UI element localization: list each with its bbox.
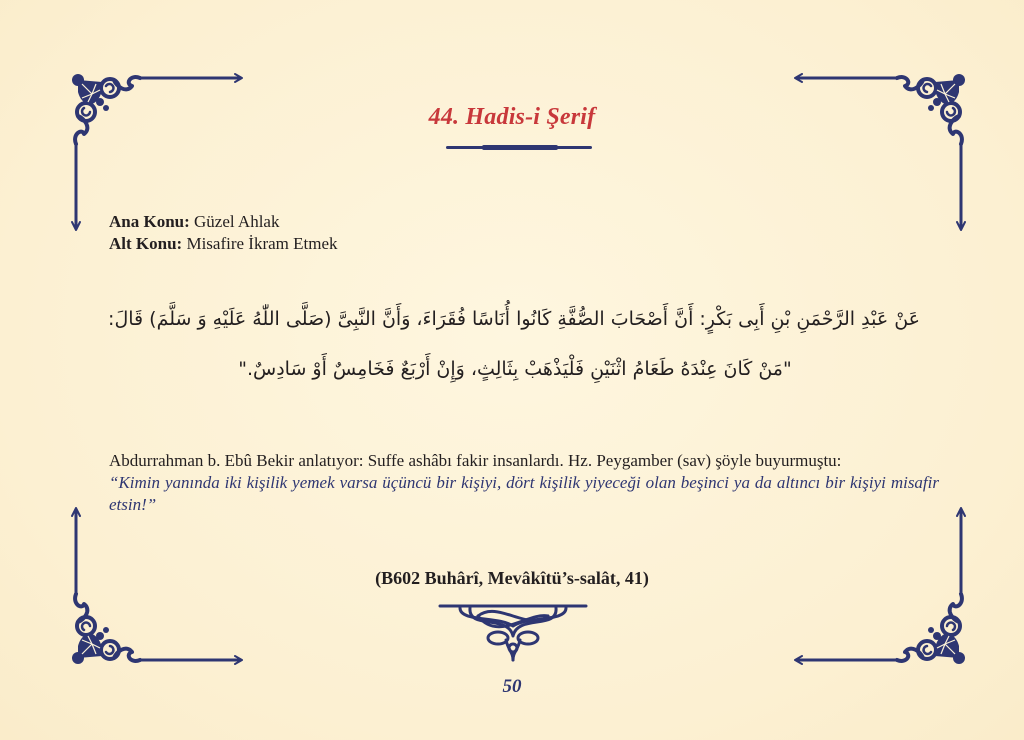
title-underline-divider — [446, 146, 592, 149]
topic-metadata — [109, 211, 338, 255]
narration-text: Abdurrahman b. Ebû Bekir anlatıyor: Suffe ashâbı fakir insanlardı. Hz. Peygamber (sav) şöyle buyurmuştu: — [109, 451, 842, 470]
page-number: 50 — [502, 676, 522, 697]
source-citation: (B602 Buhârî, Mevâkîtü’s-salât, 41) — [375, 568, 649, 588]
corner-ornament-top-right-icon — [792, 72, 967, 232]
sub-topic-value: Misafire İkram Etmek — [182, 234, 338, 253]
corner-ornament-top-left-icon — [70, 72, 245, 232]
sub-topic-label: Alt Konu: — [109, 234, 183, 253]
page-title: 44. Hadis-i Şerif — [428, 104, 596, 130]
arabic-text-line-1: عَنْ عَبْدِ الرَّحْمَنِ بْنِ أَبِى بَكْرٍ: أَنَّ أَصْحَابَ الصُّفَّةِ كَانُوا أُنَاسًا فُقَرَاءَ، وَأَنَّ النَّبِىَّ (صَلَّى اللّٰهُ عَلَيْهِ وَ سَلَّمَ) قَالَ: — [108, 308, 920, 330]
arabic-text-line-2: "مَنْ كَانَ عِنْدَهُ طَعَامُ اثْنَيْنِ فَلْيَذْهَبْ بِثَالِثٍ، وَإِنْ أَرْبَعٌ فَخَامِسٌ أَوْ سَادِسٌ." — [238, 358, 792, 380]
main-topic-value: Güzel Ahlak — [189, 212, 280, 231]
main-topic-row — [109, 211, 338, 233]
hadith-quote: “Kimin yanında iki kişilik yemek varsa üçüncü bir kişiyi, dört kişilik yiyeceği olan beşinci ya da altıncı bir kişiyi misafir etsin!” — [109, 473, 939, 514]
knot-divider-ornament-icon — [438, 602, 588, 664]
main-topic-label: Ana Konu: — [109, 212, 190, 231]
translation-block — [109, 450, 939, 516]
sub-topic-row — [109, 233, 338, 255]
